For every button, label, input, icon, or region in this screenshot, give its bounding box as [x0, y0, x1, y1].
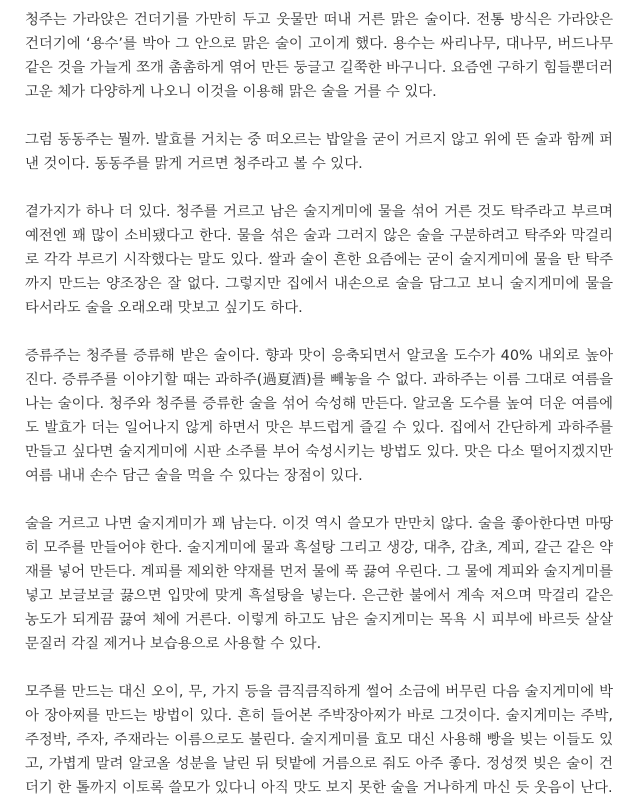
- paragraph-moju: 술을 거르고 나면 술지게미가 꽤 남는다. 이것 역시 쓸모가 만만치 않다. 술을 좋아한다면 마땅히 모주를 만들어야 한다. 술지게미에 물과 흑설탕 그리고 생강, 대추, 감초, 계피, 갈근 같은 약재를 넣어 만든다. 계피를 제외한 약재를 먼저 물에 푹 끓여 우린다. 그 물에 계피와 술지게미를 넣고 보글보글 끓으면 입맛에 맞게 흑설탕을 넣는다. 은근한 불에서 계속 저으며 막걸리 같은 농도가 되게끔 끓여 체에 거른다. 이렇게 하고도 남은 술지게미는 목욕 시 피부에 바르듯 살살 문질러 각질 제거나 보습용으로 사용할 수 있다.: [25, 516, 613, 652]
- paragraph-jangajji: 모주를 만드는 대신 오이, 무, 가지 등을 큼직큼직하게 썰어 소금에 버무린 다음 술지게미에 박아 장아찌를 만드는 방법이 있다. 흔히 들어본 주박장아찌가 바로 그것이다. 술지게미는 주박, 주정박, 주자, 주재라는 이름으로도 불린다. 술지게미를 효모 대신 사용해 빵을 빚는 이들도 있고, 가볍게 말려 알코올 성분을 날린 뒤 텃밭에 거름으로 줘도 아주 좋다. 정성껏 빚은 술이 건더기 한 톨까지 이토록 쓸모가 있다니 아직 맛도 보지 못한 술을 거나하게 마신 듯 웃음이 난다.: [25, 684, 613, 796]
- paragraph-takju: 곁가지가 하나 더 있다. 청주를 거르고 남은 술지게미에 물을 섞어 거른 것도 탁주라고 부르며 예전엔 꽤 많이 소비됐다고 한다. 물을 섞은 술과 그러지 않은 술을 구분하려고 탁주와 막걸리로 각각 부르기 시작했다는 말도 있다. 쌀과 술이 흔한 요즘에는 굳이 술지게미에 물을 탄 탁주까지 만드는 양조장은 잘 없다. 그렇지만 집에서 내손으로 술을 담그고 보니 술지게미에 물을 타서라도 술을 오래오래 맛보고 싶기도 하다.: [25, 204, 613, 316]
- paragraph-cheongju: 청주는 가라앉은 건더기를 가만히 두고 웃물만 떠내 거른 맑은 술이다. 전통 방식은 가라앉은 건더기에 ‘용수’를 박아 그 안으로 맑은 술이 고이게 했다. 용수는 싸리나무, 대나무, 버드나무 같은 것을 가늘게 쪼개 촘촘하게 엮어 만든 둥글고 길쭉한 바구니다. 요즘엔 구하기 힘들뿐더러 고운 체가 다양하게 나오니 이것을 이용해 맑은 술을 거를 수 있다.: [25, 12, 613, 100]
- paragraph-jeungryuju: 증류주는 청주를 증류해 받은 술이다. 향과 맛이 응축되면서 알코올 도수가 40% 내외로 높아진다. 증류주를 이야기할 때는 과하주(過夏酒)를 빼놓을 수 없다. 과하주는 이름 그대로 여름을 나는 술이다. 청주와 청주를 증류한 술을 섞어 숙성해 만든다. 알코올 도수를 높여 더운 여름에도 발효가 더는 일어나지 않게 하면서 맛은 부드럽게 즐길 수 있다. 집에서 간단하게 과하주를 만들고 싶다면 술지게미에 시판 소주를 부어 숙성시키는 방법도 있다. 맛은 다소 떨어지겠지만 여름 내내 손수 담근 술을 먹을 수 있다는 장점이 있다.: [25, 348, 613, 484]
- paragraph-dongdongju: 그럼 동동주는 뭘까. 발효를 거치는 중 떠오르는 밥알을 굳이 거르지 않고 위에 뜬 술과 함께 퍼낸 것이다. 동동주를 맑게 거르면 청주라고 볼 수 있다.: [25, 132, 613, 172]
